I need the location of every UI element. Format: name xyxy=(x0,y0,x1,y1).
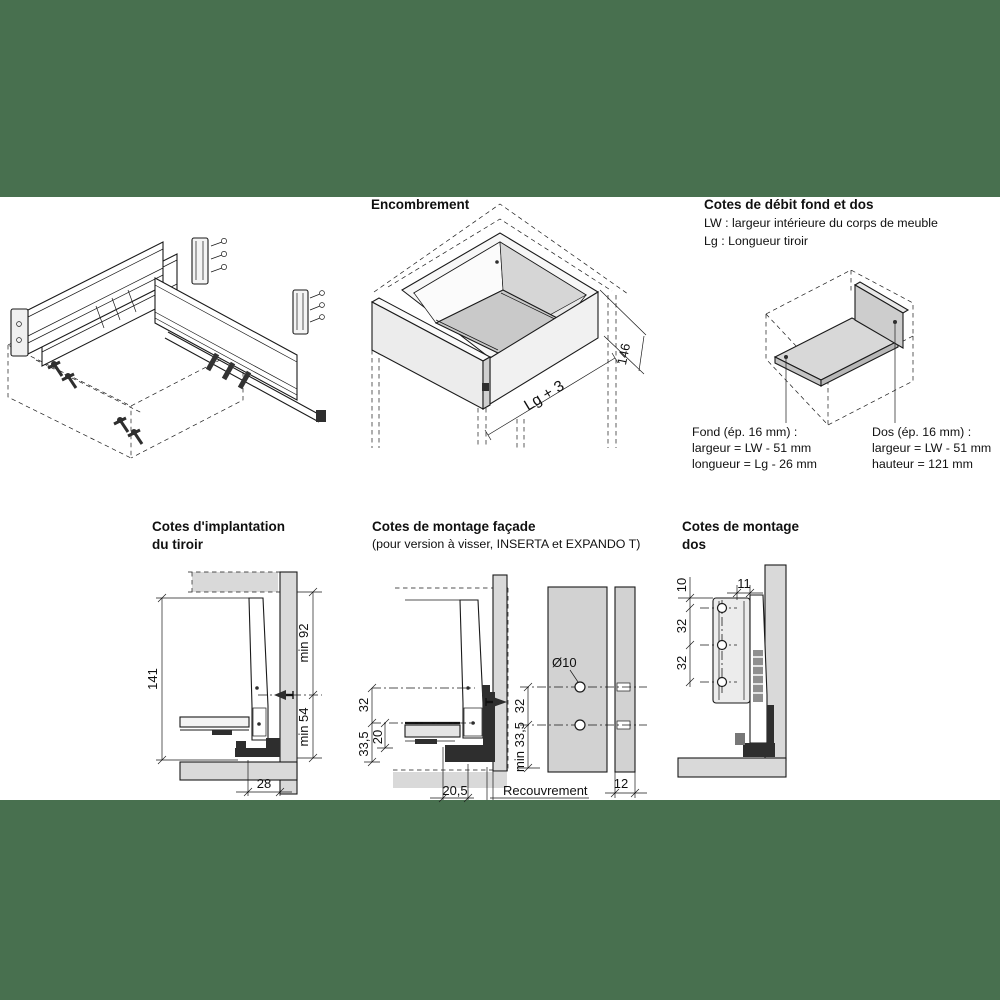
dim-141-label: 141 xyxy=(145,668,160,690)
implantation-drawing xyxy=(140,558,355,801)
dim-min335-label: min 33,5 xyxy=(512,722,527,772)
dim-min54 xyxy=(296,695,322,762)
dim-205-label: 20,5 xyxy=(442,783,468,798)
top-band xyxy=(0,0,1000,197)
dim-11-label: 11 xyxy=(737,576,751,591)
dim-column xyxy=(674,577,694,687)
dim-lg3-label: Lg + 3 xyxy=(521,377,568,415)
fond-line1: largeur = LW - 51 mm xyxy=(692,441,812,455)
dim-141 xyxy=(145,594,238,764)
dim-20-label: 20 xyxy=(370,729,385,745)
facade-panel-rear-view xyxy=(548,587,607,772)
cabinet-side-panel xyxy=(493,575,507,771)
dos-title: Cotes de montage dos xyxy=(682,519,800,552)
encombrement-drawing xyxy=(360,195,670,460)
dim-32-right xyxy=(512,683,540,772)
dos-title: Dos (ép. 16 mm) : xyxy=(872,425,972,439)
dim-28-label: 28 xyxy=(256,776,272,791)
facade-drawing xyxy=(356,555,670,800)
cabinet-bottom-panel xyxy=(180,762,297,780)
cabinet-top-panel xyxy=(192,572,278,592)
dim-10-label: 10 xyxy=(674,577,689,593)
dim-12-label: 12 xyxy=(613,776,629,791)
rear-bracket-right xyxy=(293,290,324,334)
fond-line2: longueur = Lg - 26 mm xyxy=(692,457,818,471)
screw-hole-top xyxy=(575,682,585,692)
drawer-bottom-board xyxy=(405,725,460,737)
dim-32-left xyxy=(356,684,380,766)
fond-title: Fond (ép. 16 mm) : xyxy=(692,425,798,439)
dim-146-label: 146 xyxy=(614,341,634,367)
dos-line2: hauteur = 121 mm xyxy=(872,457,973,471)
dim-146 xyxy=(600,290,646,374)
drawer-profile xyxy=(405,600,495,762)
drawer-profile xyxy=(156,598,280,757)
cabinet-bottom-panel xyxy=(678,758,786,777)
front-clamp-pair-left xyxy=(48,361,76,388)
dim-min92-label: min 92 xyxy=(296,623,311,663)
cabinet-side-panel xyxy=(280,572,297,794)
exploded-kit-drawing xyxy=(0,210,345,462)
dim-min92 xyxy=(296,588,322,699)
encombrement-title: Encombrement xyxy=(371,197,470,212)
facade-panel-edge-view xyxy=(615,587,635,772)
screw-hole-bottom xyxy=(575,720,585,730)
debit-drawing xyxy=(690,255,1000,485)
drawer-bottom-board xyxy=(180,717,249,727)
debit-legend-lg: Lg : Longueur tiroir xyxy=(704,234,809,248)
debit-title: Cotes de débit fond et dos xyxy=(704,197,874,212)
front-clamp-pair-right xyxy=(114,417,142,444)
bracket-hole-3 xyxy=(718,678,727,687)
screws-icon xyxy=(211,238,227,272)
dim-335-left-label: 33,5 xyxy=(356,731,371,757)
hole-diameter-label: Ø10 xyxy=(552,655,577,670)
facade-subtitle: (pour version à visser, INSERTA et EXPANDO T) xyxy=(372,537,641,551)
debit-legend-lw: LW : largeur intérieure du corps de meuble xyxy=(704,216,938,230)
facade-title: Cotes de montage façade xyxy=(372,519,536,534)
dim-32-top-label: 32 xyxy=(674,618,689,634)
bracket-hole-2 xyxy=(718,641,727,650)
dos-line1: largeur = LW - 51 mm xyxy=(872,441,992,455)
bracket-hole-1 xyxy=(718,604,727,613)
dim-min54-label: min 54 xyxy=(296,707,311,747)
implantation-title: Cotes d'implantation du tiroir xyxy=(152,519,285,552)
dim-32-left-label: 32 xyxy=(356,697,371,713)
recouvrement-label: Recouvrement xyxy=(503,783,588,798)
bottom-band xyxy=(0,800,1000,1000)
dim-32-bottom-label: 32 xyxy=(674,655,689,671)
back-bracket xyxy=(713,598,750,703)
dos-drawing xyxy=(675,555,900,800)
dim-12 xyxy=(605,772,647,798)
rear-bracket-left xyxy=(192,238,227,284)
dim-32-right-label: 32 xyxy=(512,698,527,714)
dim-20 xyxy=(370,719,393,752)
